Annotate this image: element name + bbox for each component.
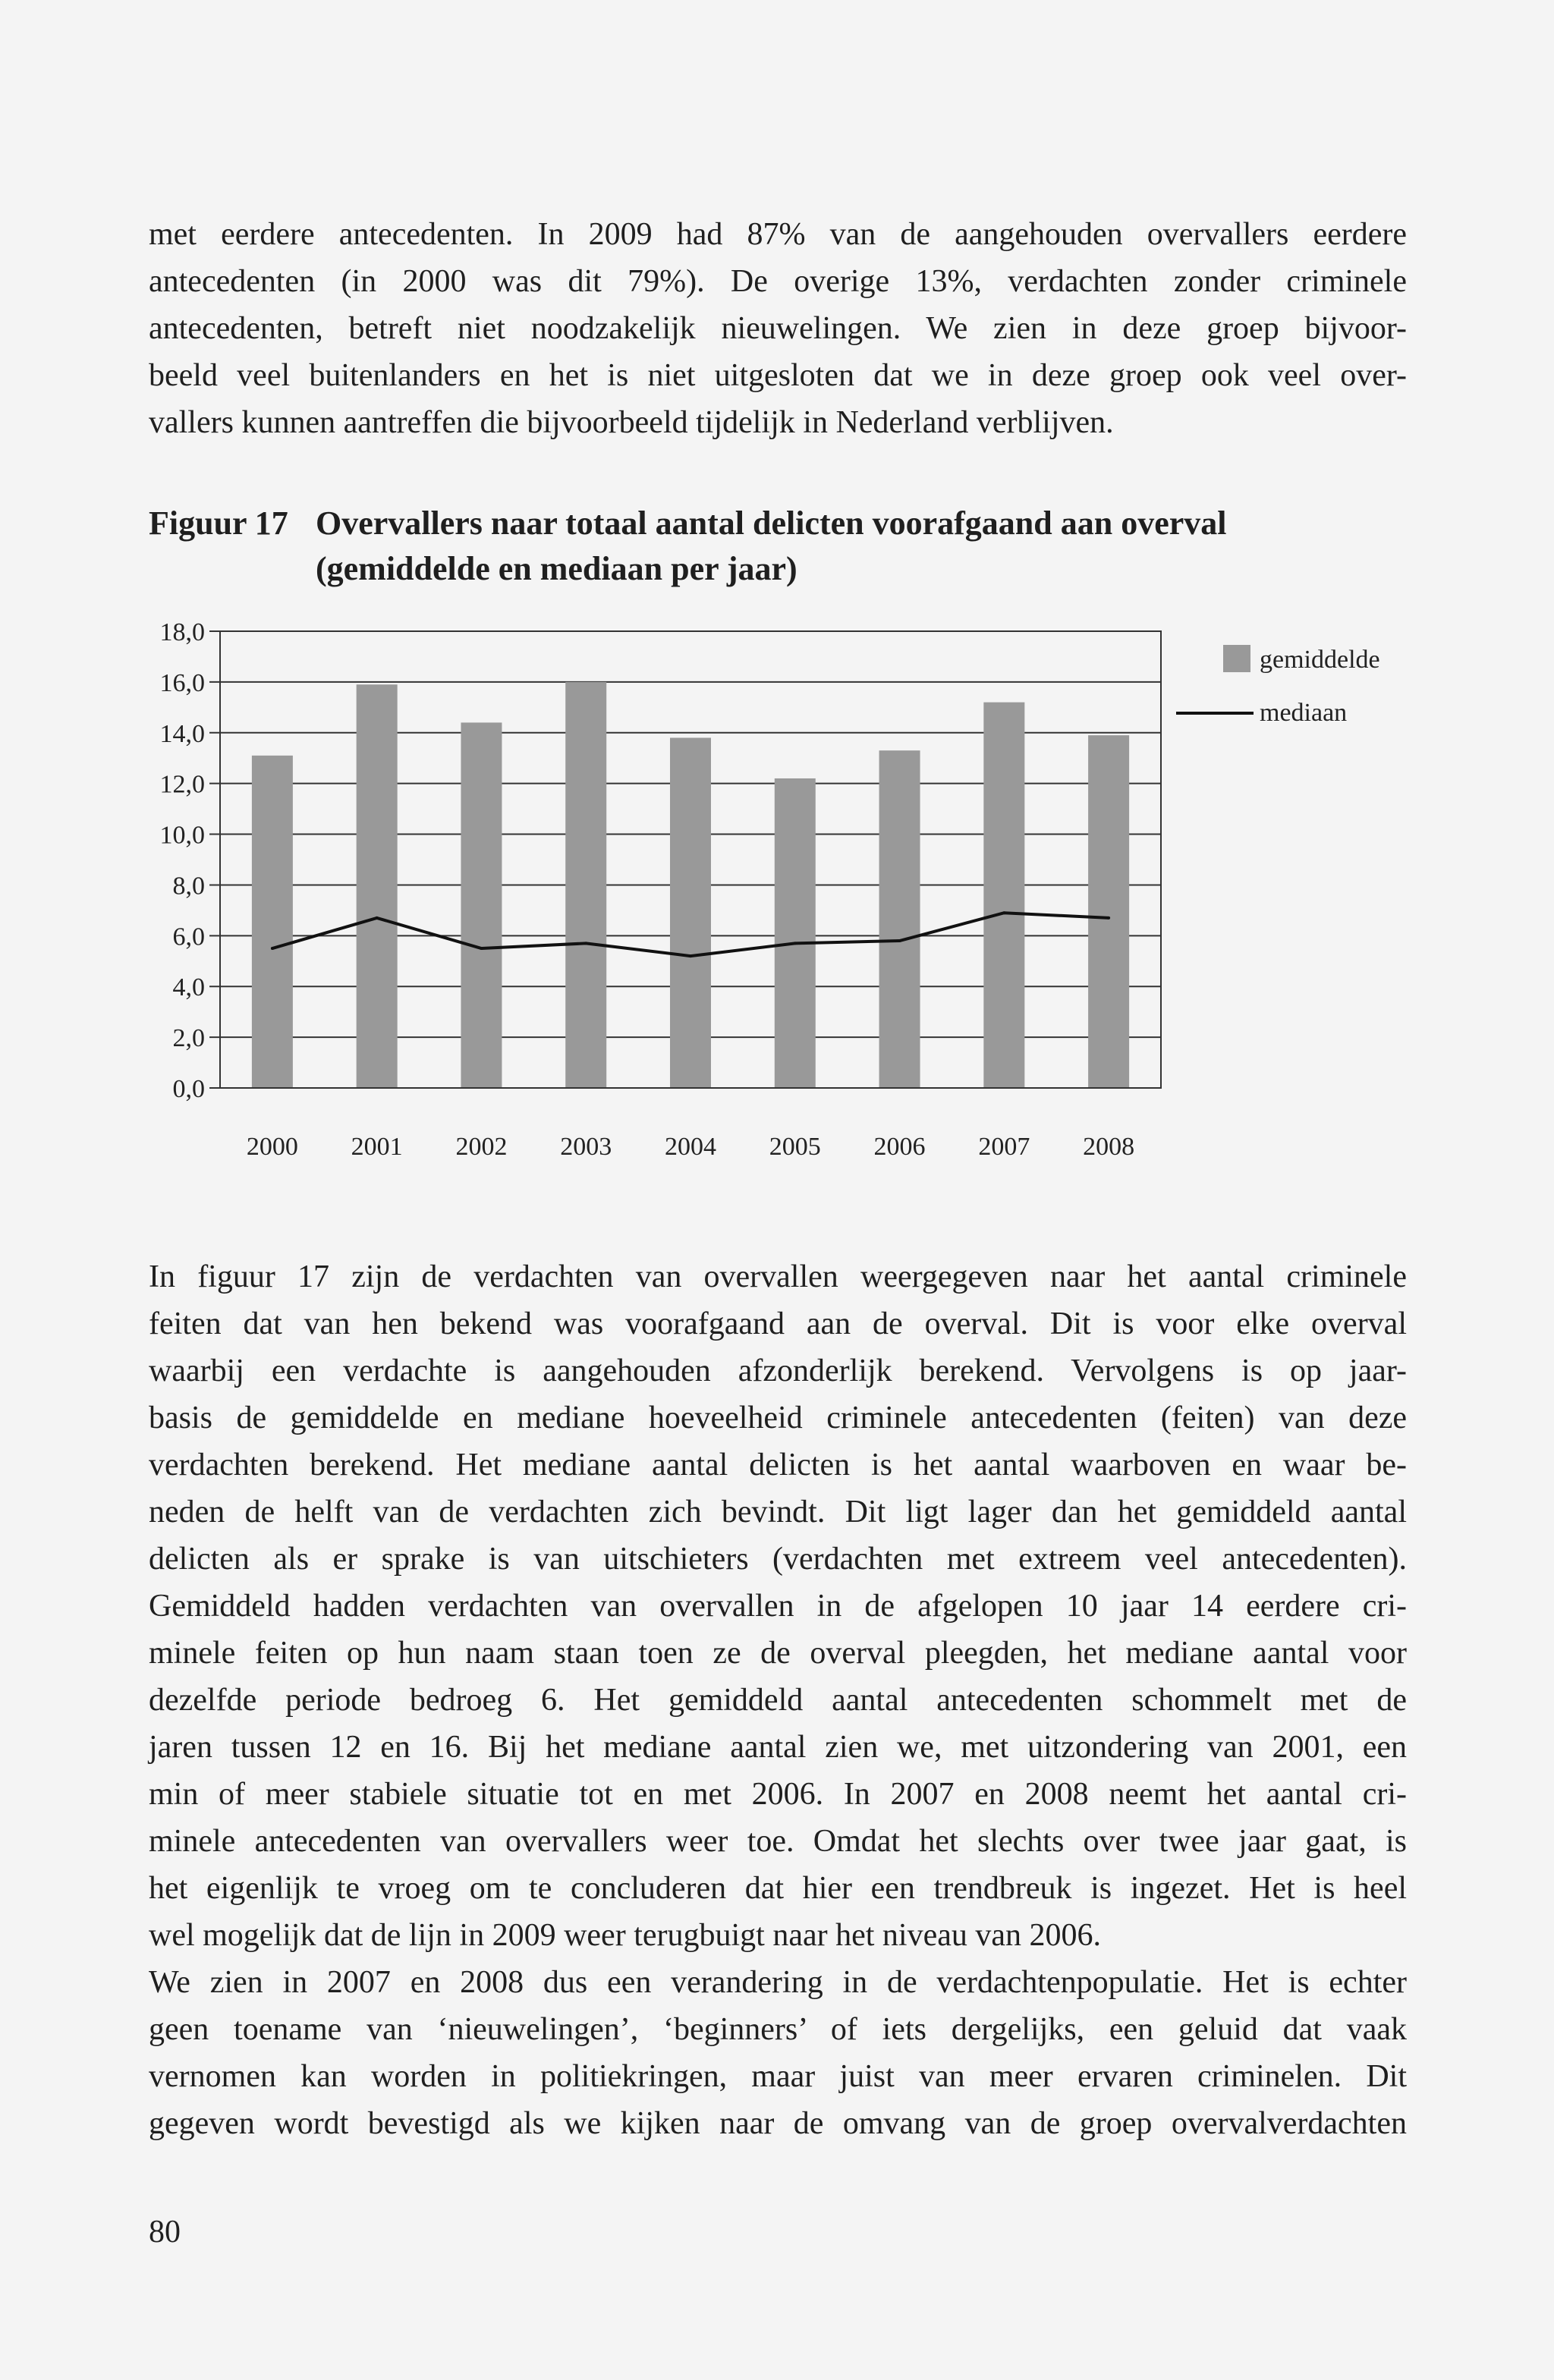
intro-paragraph [149,211,1407,446]
text-line: wel mogelijk dat de lijn in 2009 weer terugbuigt naar het niveau van 2006. [149,1918,1101,1953]
y-tick-label: 2,0 [172,1024,205,1053]
x-tick-label: 2005 [769,1133,821,1161]
bar-gemiddelde-2003 [565,682,606,1088]
y-tick-label: 6,0 [172,923,205,951]
figure-label: Figuur 17 [149,505,288,542]
point-mediaan-2004 [689,954,692,957]
x-tick-label: 2008 [1083,1133,1135,1161]
point-mediaan-2000 [271,947,274,950]
x-tick-label: 2004 [665,1133,716,1161]
x-tick-label: 2003 [560,1133,612,1161]
text-line: We zien in 2007 en 2008 dus een verandering in de verdachtenpopulatie. Het is echter [149,1965,1407,2000]
y-tick-label: 14,0 [159,719,205,748]
bar-gemiddelde-2004 [670,737,711,1088]
point-mediaan-2007 [1002,911,1005,914]
bar-gemiddelde-2002 [461,722,502,1088]
text-line: vernomen kan worden in politiekringen, maar juist van meer ervaren criminelen. Dit [149,2059,1407,2094]
legend-label-gemiddelde: gemiddelde [1260,646,1380,674]
text-line: jaren tussen 12 en 16. Bij het mediane aantal zien we, met uitzondering van 2001, een [149,1730,1407,1765]
bar-gemiddelde-2000 [252,756,293,1088]
x-tick-label: 2007 [978,1133,1030,1161]
y-tick-label: 12,0 [159,770,205,799]
x-tick-label: 2002 [455,1133,508,1161]
text-line: geen toename van ‘nieuwelingen’, ‘beginners’ of iets dergelijks, een geluid dat vaak [149,2012,1407,2047]
text-line: verdachten berekend. Het mediane aantal delicten is het aantal waarboven en waar be- [149,1448,1407,1482]
text-line: gegeven wordt bevestigd als we kijken naar de omvang van de groep overvalverdachten [149,2106,1407,2141]
text-line: dezelfde periode bedroeg 6. Het gemiddeld aantal antecedenten schommelt met de [149,1683,1407,1718]
text-line: waarbij een verdachte is aangehouden afzonderlijk berekend. Vervolgens is op jaar- [149,1353,1407,1388]
bar-line-chart [121,613,1427,1174]
text-line: antecedenten (in 2000 was dit 79%). De overige 13%, verdachten zonder criminele [149,264,1407,299]
bar-gemiddelde-2006 [879,750,920,1088]
page-number: 80 [149,2215,181,2250]
text-line: het eigenlijk te vroeg om te concluderen dat hier een trendbreuk is ingezet. Het is heel [149,1871,1407,1906]
text-line: vallers kunnen aantreffen die bijvoorbeeld tijdelijk in Nederland verblijven. [149,405,1114,440]
text-line: neden de helft van de verdachten zich bevindt. Dit ligt lager dan het gemiddeld aantal [149,1495,1407,1530]
point-mediaan-2005 [794,942,797,945]
figure-subtitle: (gemiddelde en mediaan per jaar) [316,550,797,587]
legend-swatch-gemiddelde [1223,645,1250,672]
point-mediaan-2002 [480,947,483,950]
x-tick-label: 2000 [246,1133,298,1161]
bar-gemiddelde-2008 [1088,735,1129,1088]
text-line: In figuur 17 zijn de verdachten van overvallen weergegeven naar het aantal criminele [149,1259,1407,1294]
point-mediaan-2003 [584,942,587,945]
bar-gemiddelde-2007 [983,703,1024,1088]
text-line: antecedenten, betreft niet noodzakelijk nieuwelingen. We zien in deze groep bijvoor- [149,311,1407,346]
point-mediaan-2001 [376,916,379,920]
text-line: beeld veel buitenlanders en het is niet uitgesloten dat we in deze groep ook veel over- [149,358,1407,393]
figure-title: Overvallers naar totaal aantal delicten voorafgaand aan overval [316,505,1227,542]
text-line: Gemiddeld hadden verdachten van overvallen in de afgelopen 10 jaar 14 eerdere cri- [149,1589,1407,1624]
y-tick-label: 18,0 [159,618,205,646]
body-paragraph [149,1253,1407,2147]
y-tick-label: 16,0 [159,668,205,697]
text-line: met eerdere antecedenten. In 2009 had 87% van de aangehouden overvallers eerdere [149,217,1407,252]
y-tick-label: 0,0 [172,1075,205,1103]
text-line: feiten dat van hen bekend was voorafgaand aan de overval. Dit is voor elke overval [149,1306,1407,1341]
x-tick-label: 2001 [351,1133,403,1161]
bar-gemiddelde-2001 [357,684,398,1088]
point-mediaan-2008 [1107,916,1110,920]
text-line: basis de gemiddelde en mediane hoeveelheid criminele antecedenten (feiten) van deze [149,1401,1407,1435]
text-line: minele feiten op hun naam staan toen ze de overval pleegden, het mediane aantal voor [149,1636,1407,1671]
bar-gemiddelde-2005 [775,778,816,1088]
text-line: min of meer stabiele situatie tot en met 2006. In 2007 en 2008 neemt het aantal cri- [149,1777,1407,1812]
text-line: delicten als er sprake is van uitschieters (verdachten met extreem veel antecedenten). [149,1542,1407,1577]
text-line: minele antecedenten van overvallers weer toe. Omdat het slechts over twee jaar gaat, is [149,1824,1407,1859]
legend-label-mediaan: mediaan [1260,699,1348,727]
y-tick-label: 8,0 [172,872,205,901]
y-tick-label: 4,0 [172,973,205,1002]
y-tick-label: 10,0 [159,821,205,850]
x-tick-label: 2006 [873,1133,926,1161]
point-mediaan-2006 [898,939,901,942]
